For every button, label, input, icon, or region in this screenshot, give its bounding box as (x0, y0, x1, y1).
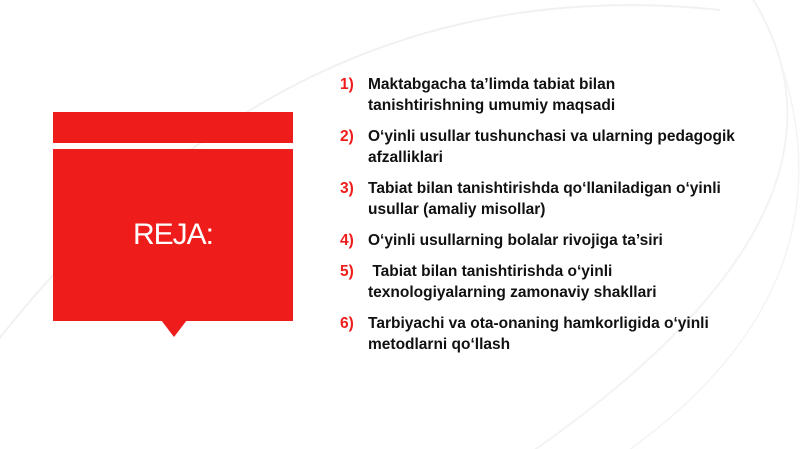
list-item (340, 178, 780, 220)
plan-list (340, 74, 780, 365)
item-number: 5) (340, 263, 354, 280)
list-item (340, 313, 780, 355)
item-text: Tarbiyachi va ota-onaning hamkorligida o‘yinli metodlarni qo‘llash (368, 315, 709, 353)
callout-header-bar (53, 112, 293, 143)
list-item (340, 74, 780, 116)
callout-title: REJA: (132, 218, 214, 251)
callout-box (53, 149, 293, 321)
item-text: O‘yinli usullar tushunchasi va ularning pedagogik afzalliklari (368, 128, 735, 166)
item-text: O‘yinli usullarning bolalar rivojiga ta’siri (368, 232, 663, 249)
list-item (340, 261, 780, 303)
list-item (340, 230, 780, 251)
callout-pointer (161, 320, 187, 337)
item-number: 3) (340, 180, 354, 197)
item-number: 6) (340, 315, 354, 332)
item-text: Tabiat bilan tanishtirishda o‘yinli texnologiyalarning zamonaviy shakllari (368, 263, 657, 301)
item-number: 4) (340, 232, 354, 249)
item-text: Maktabgacha ta’limda tabiat bilan tanishtirishning umumiy maqsadi (368, 76, 616, 114)
item-number: 1) (340, 76, 354, 93)
item-text: Tabiat bilan tanishtirishda qo‘llaniladigan o‘yinli usullar (amaliy misollar) (368, 180, 721, 218)
item-number: 2) (340, 128, 354, 145)
list-item (340, 126, 780, 168)
